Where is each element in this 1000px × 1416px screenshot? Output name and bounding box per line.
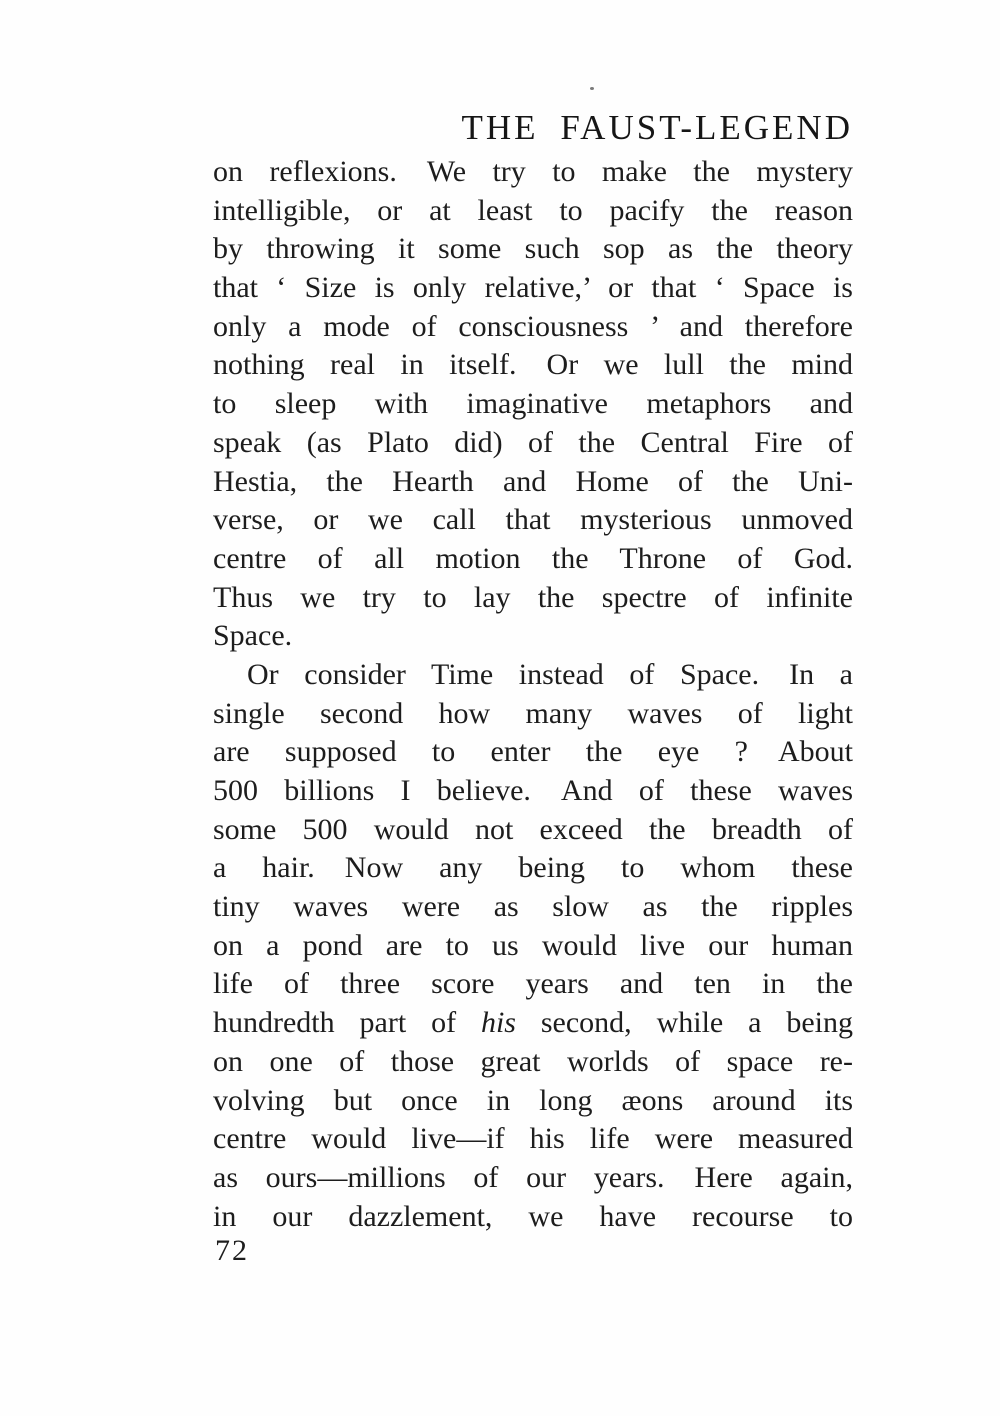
text-segment: second, while a being — [515, 1006, 853, 1040]
page-text — [213, 153, 853, 1236]
text-line: to sleep with imaginative metaphors and — [213, 387, 853, 421]
paragraph — [213, 656, 853, 1236]
text-line: centre would live—if his life were measured — [213, 1122, 853, 1156]
text-line: a hair. Now any being to whom these — [213, 851, 853, 885]
text-segment: hundredth part of — [213, 1006, 481, 1040]
text-line: Space. — [213, 619, 293, 653]
text-line: on reflexions. We try to make the mystery — [213, 155, 853, 188]
text-line: centre of all motion the Throne of God. — [213, 541, 853, 575]
paragraph — [213, 153, 853, 656]
text-line: Hestia, the Hearth and Home of the Uni- — [213, 464, 853, 498]
print-speck — [590, 87, 594, 90]
text-line: in our dazzlement, we have recourse to — [213, 1199, 853, 1233]
text-line: 500 billions I believe. And of these waves — [213, 774, 853, 807]
running-header: THE FAUST-LEGEND — [461, 108, 853, 147]
text-line — [213, 1004, 853, 1043]
text-line: by throwing it some such sop as the theory — [213, 232, 853, 266]
text-line: life of three score years and ten in the — [213, 967, 853, 1001]
page-number: 72 — [215, 1234, 249, 1267]
text-line: some 500 would not exceed the breadth of — [213, 812, 853, 846]
text-line: nothing real in itself. Or we lull the mind — [213, 348, 853, 382]
text-line: intelligible, or at least to pacify the reason — [213, 193, 853, 227]
text-line: only a mode of consciousness ’ and therefore — [213, 309, 853, 343]
text-line: on one of those great worlds of space re- — [213, 1044, 853, 1078]
text-line: are supposed to enter the eye ? About — [213, 735, 853, 769]
text-line: on a pond are to us would live our human — [213, 928, 853, 962]
text-line: verse, or we call that mysterious unmoved — [213, 503, 853, 537]
text-line: Thus we try to lay the spectre of infinite — [213, 580, 853, 614]
text-line: as ours—millions of our years. Here again, — [213, 1160, 853, 1194]
text-line: that ‘ Size is only relative,’ or that ‘ Space is — [213, 271, 853, 305]
text-line: Or consider Time instead of Space. In a — [247, 657, 853, 691]
text-line: speak (as Plato did) of the Central Fire of — [213, 425, 853, 459]
text-line: tiny waves were as slow as the ripples — [213, 890, 853, 924]
text-line: single second how many waves of light — [213, 696, 853, 730]
text-line: volving but once in long æons around its — [213, 1083, 853, 1117]
italic-text: his — [480, 1006, 516, 1040]
